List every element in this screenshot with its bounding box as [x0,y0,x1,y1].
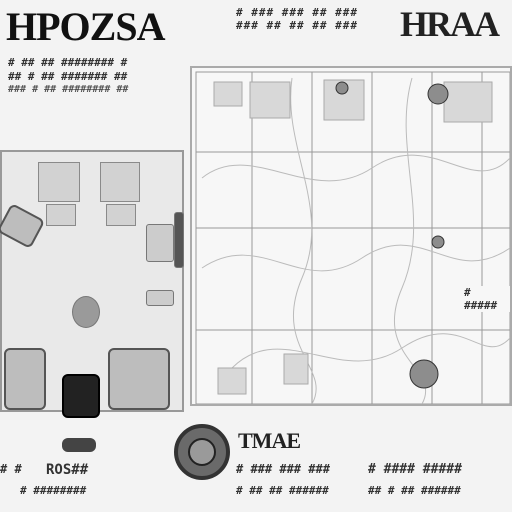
appliance [146,224,174,262]
side-table [146,290,174,306]
right-title: HRAA [400,4,498,44]
map-label: # ##### [462,286,510,312]
seal-center [188,438,216,466]
bottom-right-line-1: # #### ##### [368,462,462,477]
armchair-top-left [0,203,45,249]
left-title: HPOZSA [6,4,165,49]
subtitle-line-b: ## # ## ####### ## [8,70,128,83]
cabinet-right [100,162,140,202]
bottom-mid-line-2: # ## ## ###### [236,484,329,497]
top-line-2: ### ## ## ## ### [236,19,358,32]
armchair-bottom-left [4,348,46,410]
cabinet-left [38,162,80,202]
bottom-mid-line-1: # ### ### ### [236,462,330,476]
room-plan [0,150,184,412]
map-drawing [192,68,512,406]
city-map [190,66,512,406]
bottom-left-line-2: # ######## [20,484,87,497]
seal-icon [174,424,230,480]
bottom-title: TMAE [238,428,300,453]
bottom-left-line-1: # # [0,462,22,476]
bottom-right-line-2: ## # ## ###### [368,484,461,497]
sink-left [46,204,76,226]
sink-right [106,204,136,226]
subtitle-line-a: # ## ## ######## # [8,56,128,69]
top-line-1: # ### ### ## ### [236,6,358,19]
desk-chair [62,374,100,418]
round-table [72,296,100,328]
subtitle-line-c: ### # ## ######## ## [8,84,129,95]
armchair-bottom-right [108,348,170,410]
bottom-mark-icon [62,438,96,452]
door-panel [174,212,184,268]
bottom-left-line-1b: ROS## [46,462,89,478]
